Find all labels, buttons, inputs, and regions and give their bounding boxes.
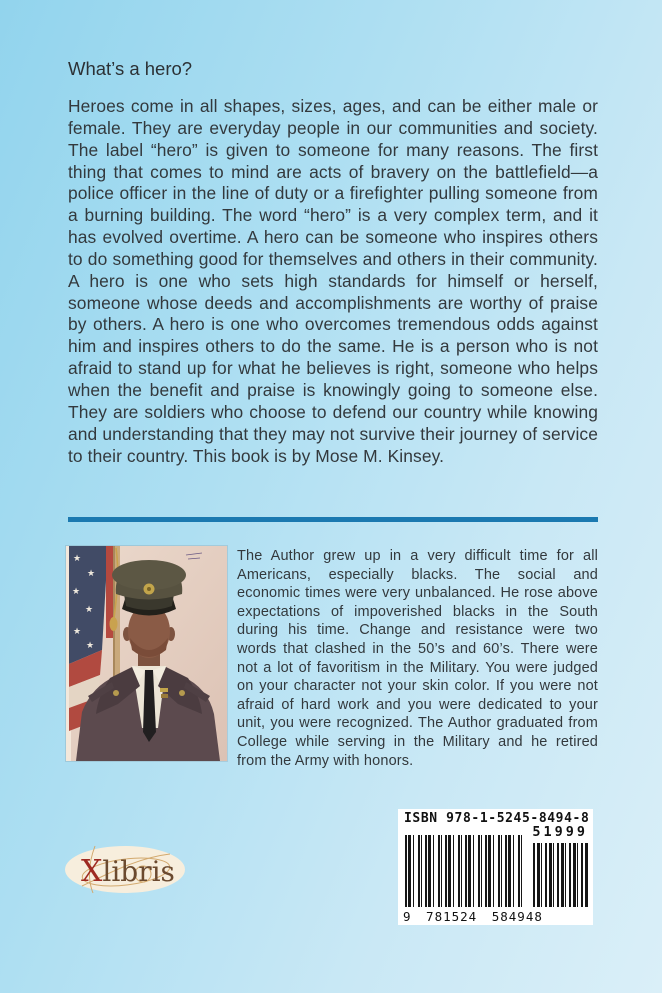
svg-text:★: ★ — [73, 627, 82, 637]
barcode-price-code: 51999 — [532, 824, 588, 840]
synopsis-text: Heroes come in all shapes, sizes, ages, and can be either male or female. They are everyday people in our communities and society. The label “hero” is given to someone for many reasons. The first thing that comes to mind are acts of bravery on the battlefield—a police officer in the line of duty or a firefighter pulling someone from a burning building. The word “hero” is a very complex term, and it has evolved overtime. A hero can be someone who inspires others to do something good for themselves and others in their community. A hero is one who sets high standards for himself or herself, someone whose deeds and accomplishments are worthy of praise by others. A hero is one who overcomes tremendous odds against him and inspires others to do the same. He is a person who is not afraid to stand up for what he believes is right, someone who helps when the benefit and praise is knowingly going to someone else. They are soldiers who choose to defend our country while knowing and understanding that they may not survive their journey of service to their country. This book is by Mose M. Kinsey. — [68, 96, 598, 466]
soldier-portrait-graphic — [66, 546, 227, 761]
tagline-heading: What’s a hero? — [68, 58, 193, 79]
author-bio-text: The Author grew up in a very difficult time for all Americans, especially blacks. The social and economic times were very unbalanced. He rose above expectations of impoverished blacks in the South during his time. Change and resistance were two words that clashed in the 50’s and 60’s. There were not a lot of favoritism in the Military. You were judged on your character not your skin color. If you were not afraid of hard work and you were dedicated to your unit, you were recognized. The Author graduated from College while serving in the Military and he retired from the Army with honors. — [237, 548, 598, 769]
flag-tassel — [110, 617, 118, 631]
svg-text:★: ★ — [72, 587, 81, 597]
svg-text:★: ★ — [85, 605, 94, 615]
barcode-digits: 9 781524 584948 — [403, 909, 547, 924]
xlibris-logo-graphic — [64, 845, 186, 894]
logo-wordmark: Xlibris — [81, 854, 175, 889]
svg-text:★: ★ — [87, 569, 96, 579]
author-photo — [66, 546, 227, 761]
isbn-barcode-block — [398, 809, 593, 925]
isbn-number-label: ISBN 978-1-5245-8494-8 — [404, 811, 590, 826]
supplemental-barcode-bars — [533, 843, 588, 907]
svg-text:★: ★ — [86, 641, 95, 651]
divider-rule — [68, 517, 598, 522]
svg-text:★: ★ — [73, 554, 82, 564]
ean-barcode-bars — [405, 835, 525, 907]
publisher-logo — [64, 845, 186, 894]
